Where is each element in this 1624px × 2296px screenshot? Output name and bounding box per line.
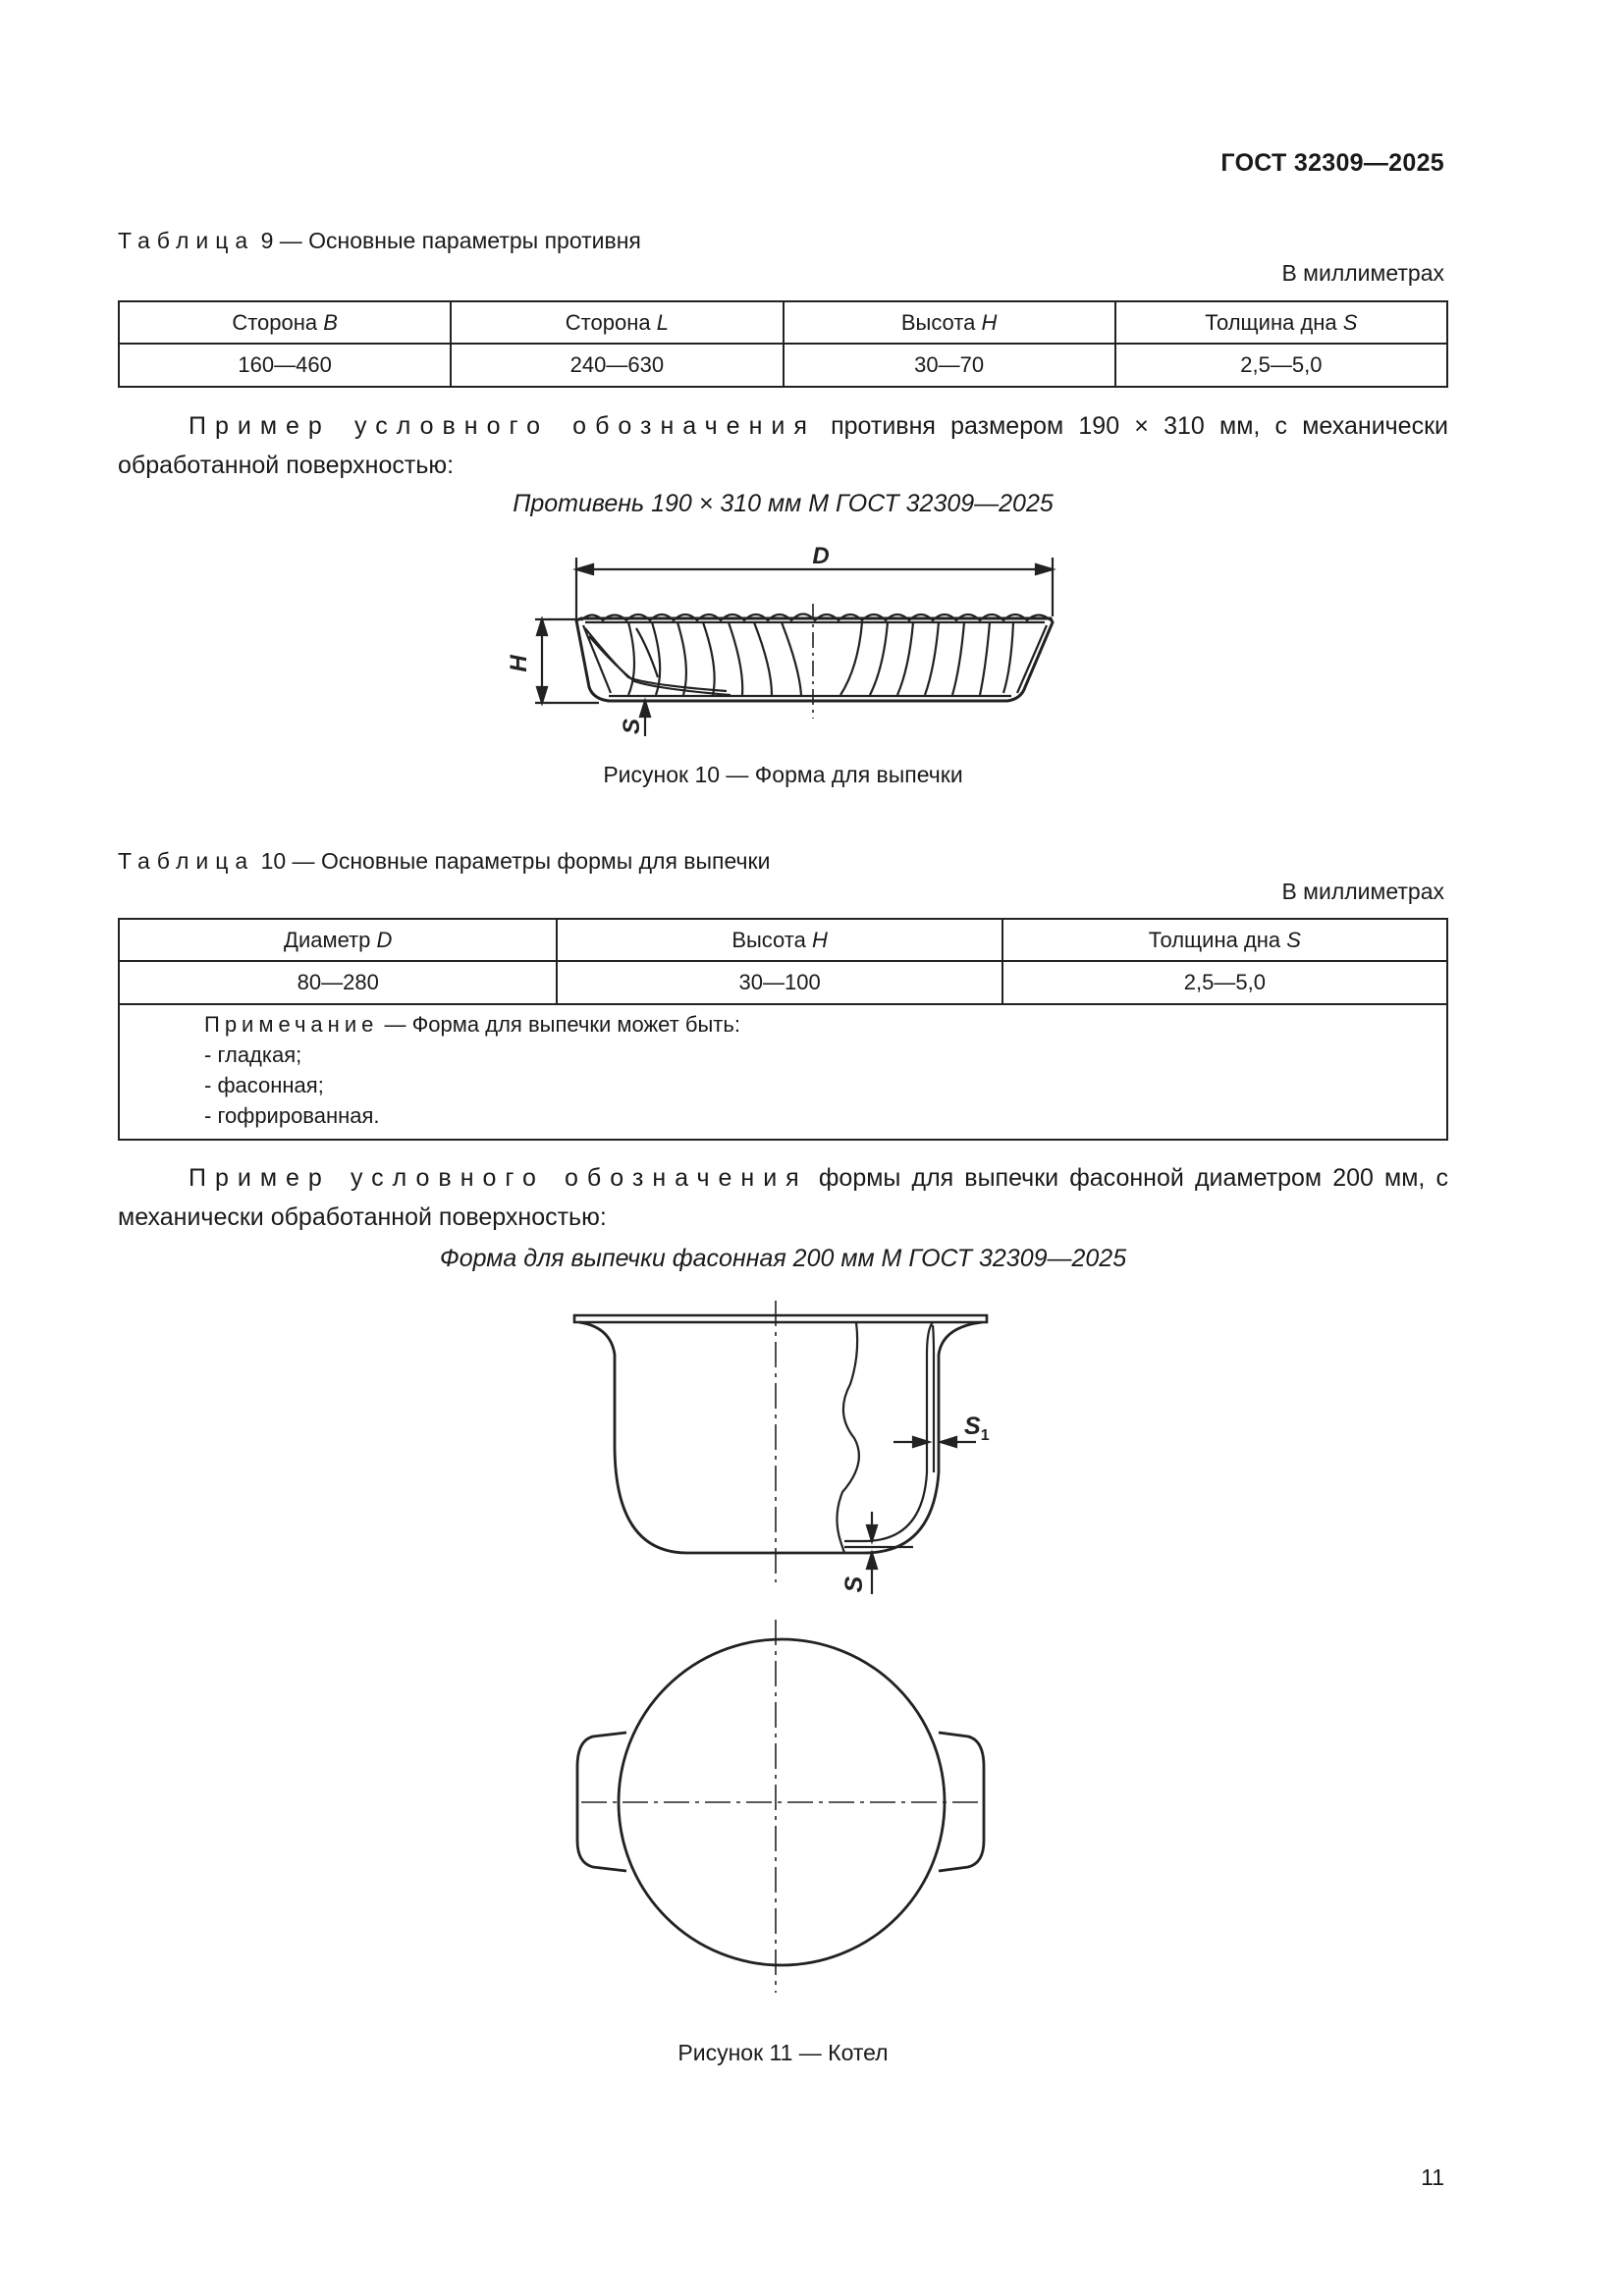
note-label: Примечание	[204, 1012, 379, 1037]
table-cell: 2,5—5,0	[1002, 961, 1447, 1004]
table-cell: 30—100	[557, 961, 1001, 1004]
table-cell: 2,5—5,0	[1115, 344, 1447, 387]
note-item: - фасонная;	[204, 1073, 324, 1097]
table-cell: 160—460	[119, 344, 451, 387]
example1-designation: Противень 190 × 310 мм М ГОСТ 32309—2025	[513, 490, 1054, 517]
table-cell: 30—70	[784, 344, 1115, 387]
table10-label: Таблица	[118, 848, 255, 874]
note-item: - гофрированная.	[204, 1103, 380, 1128]
table-header-cell: Сторона B	[119, 301, 451, 344]
note-item: - гладкая;	[204, 1042, 302, 1067]
table-header-cell: Высота H	[557, 919, 1001, 961]
example1-label: Пример условного обозначения	[189, 412, 816, 440]
table10-units: В миллиметрах	[1281, 879, 1444, 904]
example1-line1: противня размером 190 × 310 мм, с механически	[831, 412, 1448, 440]
note-text: — Форма для выпечки может быть:	[384, 1012, 740, 1037]
table-header-cell: Сторона L	[451, 301, 783, 344]
table-header-cell: Диаметр D	[119, 919, 557, 961]
figure10-dim-d: D	[812, 543, 830, 569]
table9-title: 9 — Основные параметры противня	[260, 228, 641, 253]
document-header: ГОСТ 32309—2025	[1220, 149, 1444, 177]
example2-designation: Форма для выпечки фасонная 200 мм М ГОСТ 32309—2025	[439, 1245, 1127, 1272]
table-header-cell: Толщина дна S	[1002, 919, 1447, 961]
table-header-cell: Толщина дна S	[1115, 301, 1447, 344]
example2-label: Пример условного обозначения	[189, 1164, 808, 1192]
table-header-cell: Высота H	[784, 301, 1115, 344]
table-cell: 80—280	[119, 961, 557, 1004]
figure10-caption: Рисунок 10 — Форма для выпечки	[603, 762, 963, 787]
table10-title: 10 — Основные параметры формы для выпечки	[260, 848, 771, 874]
example1-line2: обработанной поверхностью:	[118, 452, 455, 479]
figure10-dim-s: S	[619, 718, 645, 735]
figure11-dim-s: S	[840, 1575, 868, 1593]
example2-line2: механически обработанной поверхностью:	[118, 1203, 607, 1231]
table9-units: В миллиметрах	[1281, 260, 1444, 286]
figure11-dim-s1: $S_1$	[964, 1413, 990, 1444]
figure11-caption: Рисунок 11 — Котел	[677, 2040, 889, 2065]
example2-line1: формы для выпечки фасонной диаметром 200 мм, с	[818, 1164, 1448, 1192]
page-number: 11	[1421, 2164, 1444, 2190]
table-cell: 240—630	[451, 344, 783, 387]
table9-label: Таблица	[118, 228, 255, 253]
figure10-dim-h: H	[506, 655, 532, 672]
